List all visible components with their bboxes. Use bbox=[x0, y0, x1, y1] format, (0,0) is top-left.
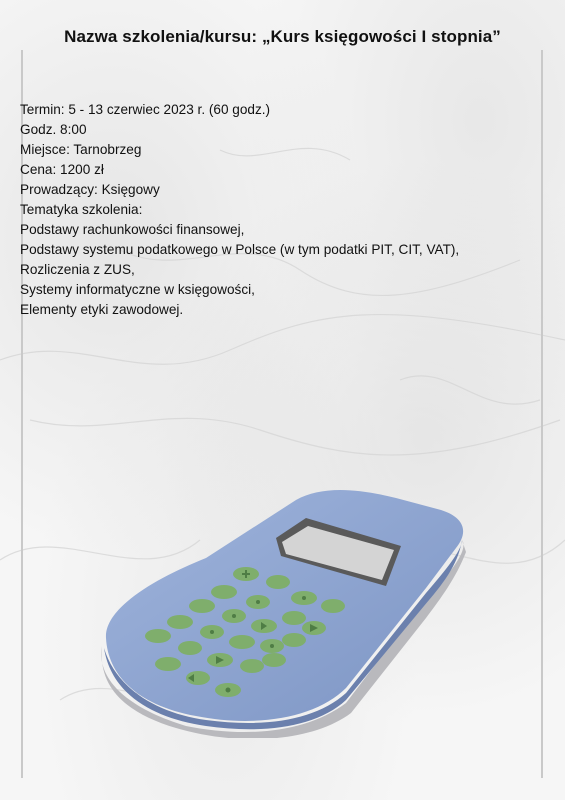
detail-date: Termin: 5 - 13 czerwiec 2023 r. (60 godz.) bbox=[20, 102, 271, 117]
detail-price: Cena: 1200 zł bbox=[20, 162, 104, 177]
topic-item: Systemy informatyczne w księgowości, bbox=[20, 282, 255, 297]
course-title: Nazwa szkolenia/kursu: „Kurs księgowości I stopnia” bbox=[64, 27, 501, 46]
calculator-body bbox=[106, 490, 463, 721]
topic-item: Podstawy systemu podatkowego w Polsce (w tym podatki PIT, CIT, VAT), bbox=[20, 242, 460, 257]
topic-item: Podstawy rachunkowości finansowej, bbox=[20, 222, 245, 237]
topic-item: Elementy etyki zawodowej. bbox=[20, 302, 184, 317]
detail-instructor: Prowadzący: Księgowy bbox=[20, 182, 160, 197]
topic-item: Rozliczenia z ZUS, bbox=[20, 262, 135, 277]
detail-place: Miejsce: Tarnobrzeg bbox=[20, 142, 142, 157]
calculator-icon bbox=[96, 488, 468, 738]
detail-hour: Godz. 8:00 bbox=[20, 122, 87, 137]
detail-topics-heading: Tematyka szkolenia: bbox=[20, 202, 143, 217]
course-details bbox=[20, 100, 550, 320]
